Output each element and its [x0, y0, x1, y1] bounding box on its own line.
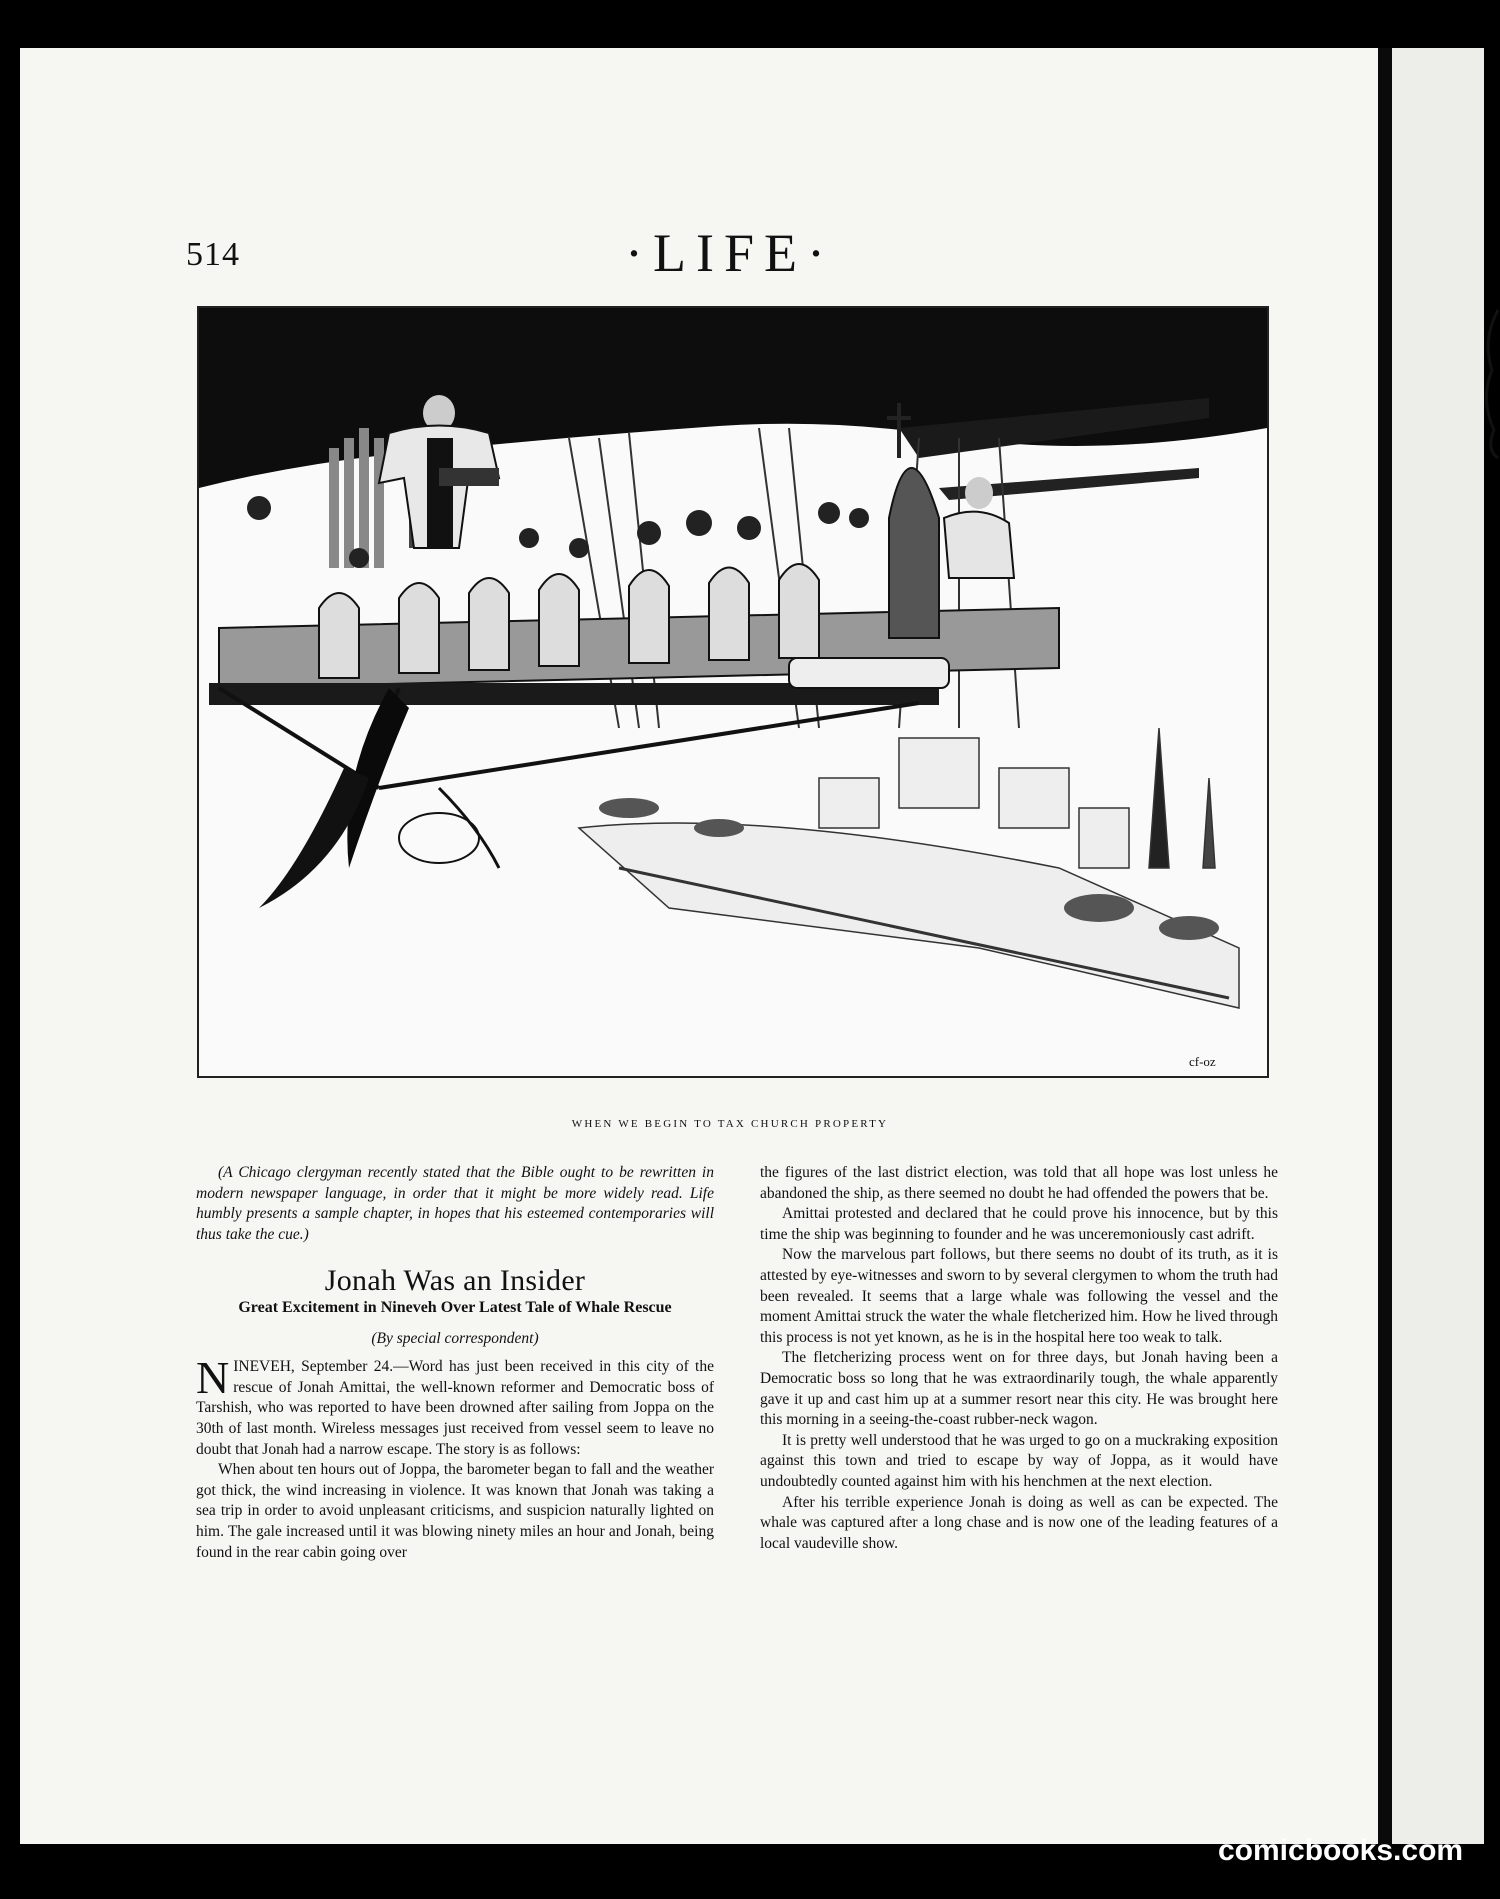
article-subheadline: Great Excitement in Nineveh Over Latest Tale of Whale Rescue — [238, 1298, 672, 1316]
left-column — [196, 1163, 714, 1563]
right-column — [760, 1163, 1278, 1554]
article-paragraph-6: The fletcherizing process went on for three days, but Jonah having been a Democratic boss so long that he was extraordinarily tough, the whale apparently gave it up and cast him up at a summer resort near this city. He was brought here this morning in a seeing-the-coast rubber-neck wagon. — [760, 1349, 1278, 1429]
article-paragraph-2: When about ten hours out of Joppa, the barometer began to fall and the weather got thick, the wind increasing in violence. It was known that Jonah was taking a sea trip in order to avoid unpleasant criticisms, and suspicion naturally lighted on him. The gale increased until it was blowing ninety miles an hour and Jonah, being found in the rear cabin going over — [196, 1461, 714, 1561]
article-paragraph-5: Now the marvelous part follows, but there seems no doubt of its truth, as it is attested by eye-witnesses and sworn to by several clergymen to whom the truth had been revealed. It seems that a large whale was following the vessel and the moment Amittai struck the water the whale fletcherized him. How he lived through this process is not yet known, as he is in the hospital here too weak to talk. — [760, 1246, 1278, 1346]
article-paragraph-7: It is pretty well understood that he was urged to go on a muckraking exposition against this town and tried to escape by way of Joppa, as it would have undoubtedly counted against him with his henchmen at the next election. — [760, 1431, 1278, 1490]
page-number: 514 — [186, 236, 240, 273]
magazine-title: ·LIFE· — [625, 223, 835, 283]
facing-page-edge — [1392, 48, 1484, 1844]
airship-church-illustration — [197, 306, 1269, 1078]
facing-page-sketch — [1478, 300, 1500, 460]
lead-text: INEVEH, September 24.—Word has just been received in this city of the rescue of Jonah Amittai, the well-known reformer and Democratic boss of Tarshish, who was reported to have been drowned after sailing from Joppa on the 30th of last month. Wireless messages just received from vessel seem to leave no doubt that Jonah had a narrow escape. The story is as follows: — [196, 1358, 714, 1458]
drop-cap: N — [196, 1352, 230, 1404]
article-byline: (By special correspondent) — [371, 1329, 539, 1347]
article-lead-paragraph — [196, 1352, 714, 1460]
artist-signature: cf-oz — [1189, 1054, 1216, 1069]
article-paragraph-4: Amittai protested and declared that he could prove his innocence, but by this time the ship was beginning to founder and he was unceremoniously cast adrift. — [760, 1205, 1278, 1243]
illustration-caption: WHEN WE BEGIN TO TAX CHURCH PROPERTY — [571, 1118, 889, 1130]
intro-note — [196, 1163, 714, 1245]
article-headline: Jonah Was an Insider — [324, 1264, 586, 1298]
article-paragraph-8: After his terrible experience Jonah is doing as well as can be expected. The whale was captured after a long chase and is now one of the leading features of a local vaudeville show. — [760, 1493, 1278, 1552]
article-paragraph-3: the figures of the last district election, was told that all hope was lost unless he abandoned the ship, as there seemed no doubt he had offended the powers that be. — [760, 1164, 1278, 1202]
site-watermark: comicbooks.com — [1218, 1834, 1464, 1867]
intro-text: (A Chicago clergyman recently stated that the Bible ought to be rewritten in modern newspaper language, in order that it might be more widely read. Life humbly presents a sample chapter, in hopes that his esteemed contemporaries will thus take the cue.) — [196, 1164, 714, 1243]
